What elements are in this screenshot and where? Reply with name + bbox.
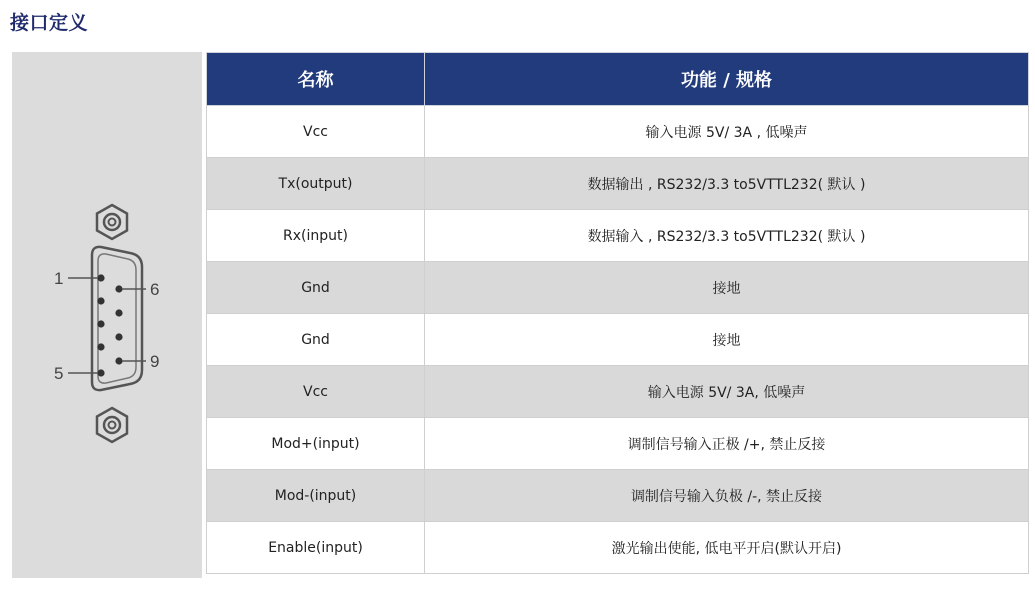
top-screw-icon bbox=[97, 205, 127, 239]
pin-label-9: 9 bbox=[150, 352, 160, 371]
cell-name: Gnd bbox=[207, 262, 425, 314]
cell-spec: 数据输入 , RS232/3.3 to5VTTL232( 默认 ) bbox=[425, 210, 1029, 262]
header-name: 名称 bbox=[207, 53, 425, 106]
table-row bbox=[207, 522, 1029, 574]
table-row bbox=[207, 314, 1029, 366]
pin-label-1: 1 bbox=[54, 269, 64, 288]
table-row bbox=[207, 418, 1029, 470]
table-row bbox=[207, 158, 1029, 210]
cell-spec: 输入电源 5V/ 3A , 低噪声 bbox=[425, 106, 1029, 158]
cell-spec: 输入电源 5V/ 3A, 低噪声 bbox=[425, 366, 1029, 418]
d-shell-outline bbox=[92, 247, 142, 390]
header-spec: 功能 / 规格 bbox=[425, 53, 1029, 106]
connector-diagram-panel bbox=[12, 52, 202, 578]
pin-label-5: 5 bbox=[54, 364, 64, 383]
interface-spec-table bbox=[206, 52, 1029, 574]
section-title: 接口定义 bbox=[10, 12, 89, 34]
table-row bbox=[207, 262, 1029, 314]
cell-name: Mod-(input) bbox=[207, 470, 425, 522]
table-row bbox=[207, 470, 1029, 522]
cell-spec: 调制信号输入负极 /-, 禁止反接 bbox=[425, 470, 1029, 522]
table-row bbox=[207, 366, 1029, 418]
cell-name: Enable(input) bbox=[207, 522, 425, 574]
db9-connector-icon bbox=[12, 52, 202, 578]
cell-spec: 数据输出 , RS232/3.3 to5VTTL232( 默认 ) bbox=[425, 158, 1029, 210]
cell-name: Rx(input) bbox=[207, 210, 425, 262]
cell-name: Tx(output) bbox=[207, 158, 425, 210]
pin-column-right bbox=[115, 285, 122, 364]
cell-name: Vcc bbox=[207, 366, 425, 418]
cell-spec: 接地 bbox=[425, 262, 1029, 314]
table-header-row bbox=[207, 53, 1029, 106]
cell-spec: 接地 bbox=[425, 314, 1029, 366]
table-row bbox=[207, 106, 1029, 158]
cell-name: Gnd bbox=[207, 314, 425, 366]
cell-spec: 激光输出使能, 低电平开启(默认开启) bbox=[425, 522, 1029, 574]
cell-name: Mod+(input) bbox=[207, 418, 425, 470]
pin-label-6: 6 bbox=[150, 280, 160, 299]
cell-name: Vcc bbox=[207, 106, 425, 158]
table-row bbox=[207, 210, 1029, 262]
cell-spec: 调制信号输入正极 /+, 禁止反接 bbox=[425, 418, 1029, 470]
bottom-screw-icon bbox=[97, 408, 127, 442]
